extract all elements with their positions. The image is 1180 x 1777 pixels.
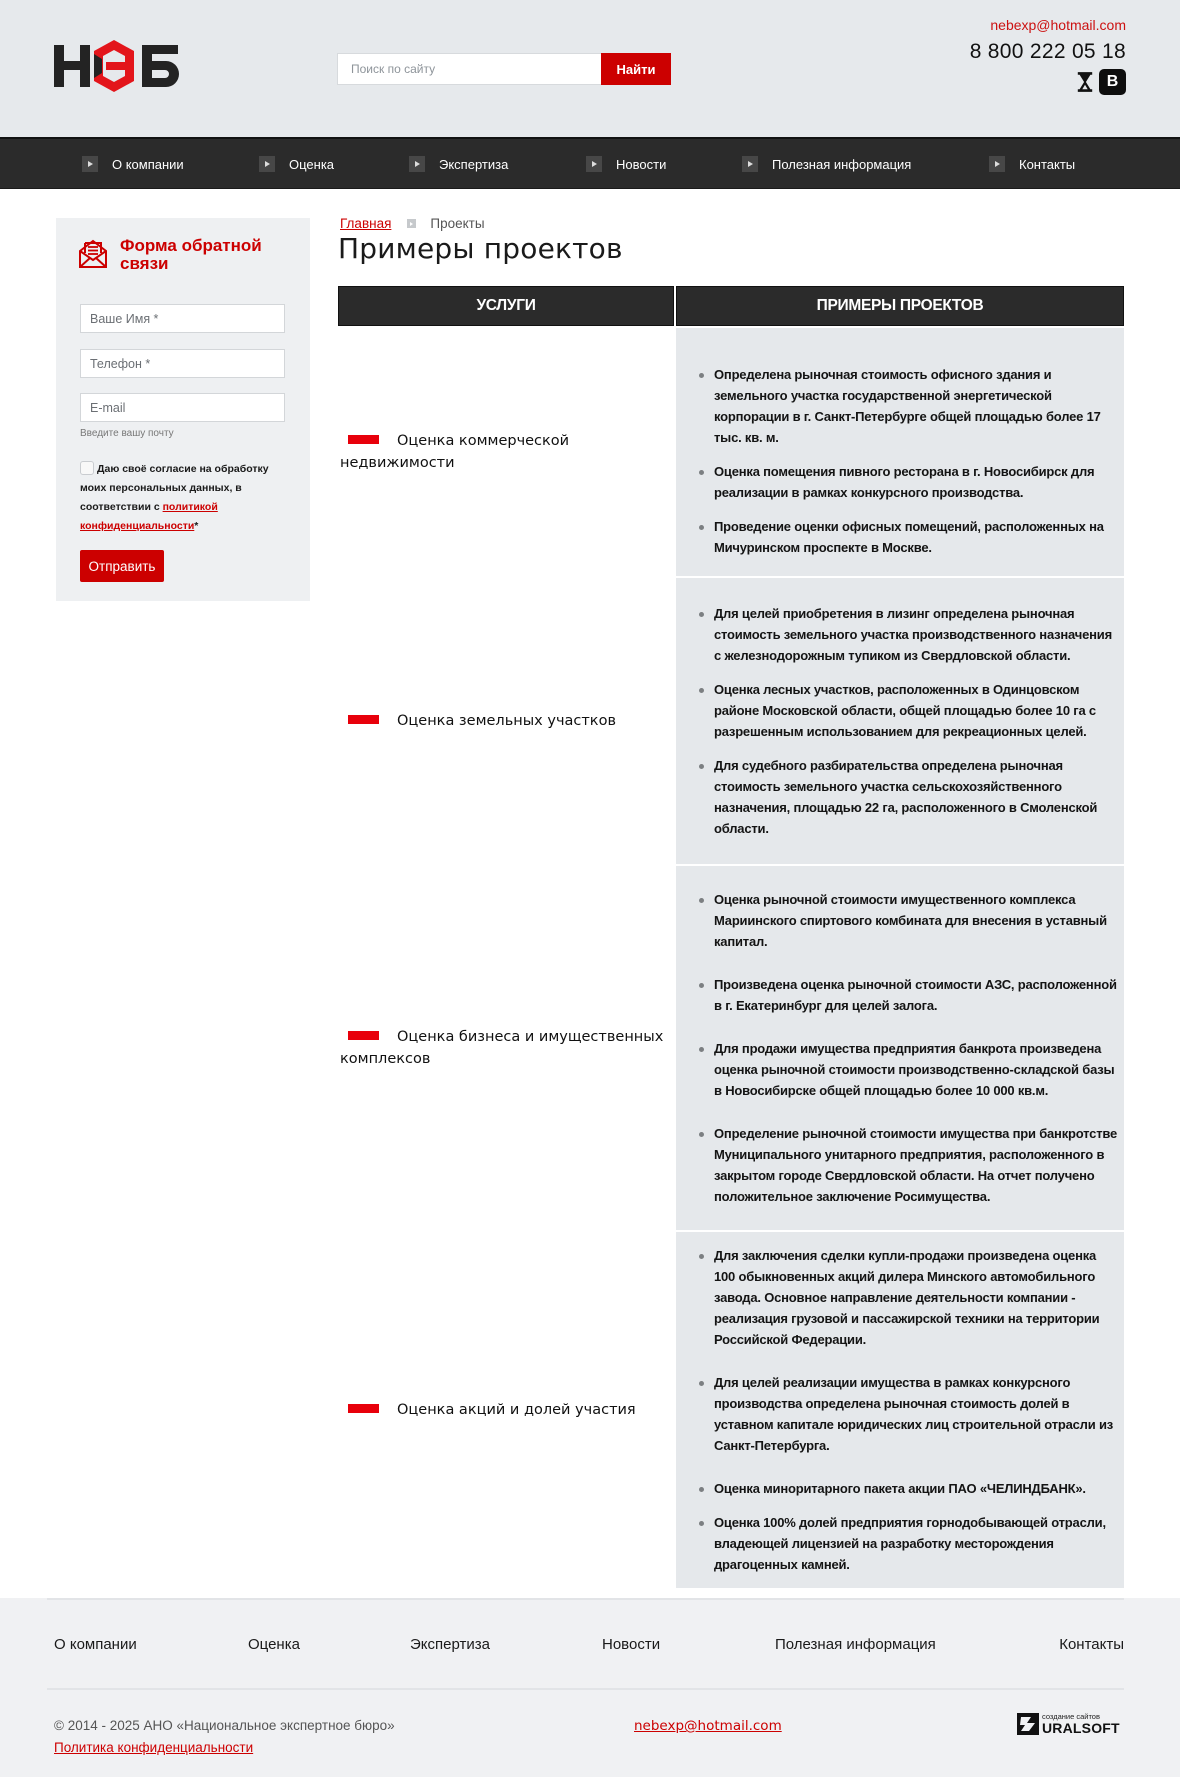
submit-button[interactable]: Отправить: [80, 550, 164, 582]
logo[interactable]: [54, 40, 182, 94]
nav-item-contacts[interactable]: [989, 139, 1075, 189]
vk-b-icon[interactable]: B: [1099, 69, 1126, 95]
project-item: Оценка 100% долей предприятия горнодобывающей отрасли, владеющей лицензией на разработку месторождения драгоценных камней.: [714, 1512, 1118, 1575]
consent-checkbox[interactable]: [80, 461, 94, 475]
footer-link-contacts[interactable]: Контакты: [1059, 1636, 1124, 1653]
header-email-link[interactable]: nebexp@hotmail.com: [990, 17, 1126, 33]
name-field[interactable]: [80, 304, 285, 333]
nav-item-valuation[interactable]: [259, 139, 334, 189]
project-item: Для заключения сделки купли-продажи произведена оценка 100 обыкновенных акций дилера Минского автомобильного завода. Основное направление деятельности компании - реализация грузовой и пассажирской техники на территории Российской Федерации.: [714, 1245, 1118, 1350]
footer-link-news[interactable]: Новости: [602, 1636, 661, 1653]
footer-link-useful-info[interactable]: Полезная информация: [775, 1636, 936, 1653]
project-item: Для целей реализации имущества в рамках конкурсного производства определена рыночная стоимость долей в уставном капитале юридических лиц строительной отрасли из Санкт-Петербурга.: [714, 1372, 1118, 1456]
nav-item-label: Полезная информация: [772, 156, 912, 172]
neb-logo-icon: [54, 40, 182, 94]
project-item: Для судебного разбирательства определена рыночная стоимость земельного участка сельскохозяйственного назначения, площадью 22 га, расположенного в Смоленской области.: [714, 755, 1118, 839]
projects-cell: [676, 578, 1124, 864]
table-header: [338, 286, 1124, 326]
project-item: Для целей приобретения в лизинг определена рыночная стоимость земельного участка производственного назначения с железнодорожным тупиком из Свердловской области.: [714, 603, 1118, 666]
nav-item-label: Экспертиза: [439, 156, 509, 172]
uralsoft-logo-icon: [1017, 1713, 1039, 1735]
table-row: [338, 578, 1124, 864]
red-bar-marker: [348, 435, 379, 444]
footer-divider: [47, 1688, 1124, 1690]
nav-item-expertise[interactable]: [409, 139, 508, 189]
red-bar-marker: [348, 1031, 379, 1040]
site-header: [0, 0, 1180, 137]
service-cell: [338, 578, 674, 864]
developer-credit-link[interactable]: [1017, 1713, 1120, 1735]
red-bar-marker: [348, 715, 379, 724]
required-mark: *: [194, 520, 199, 532]
arrow-right-icon: [82, 156, 98, 172]
arrow-right-icon: [409, 156, 425, 172]
feedback-form: [56, 218, 310, 601]
site-footer: [0, 1598, 1180, 1777]
nav-item-useful-info[interactable]: [742, 139, 911, 189]
footer-link-expertise[interactable]: Экспертиза: [410, 1636, 490, 1653]
footer-privacy-policy-link[interactable]: Политика конфиденциальности: [54, 1740, 254, 1755]
project-item: Определение рыночной стоимости имущества при банкротстве Муниципального унитарного предприятия, расположенного в закрытом городе Свердловской области. На отчет получено положительное заключение Росимущества.: [714, 1123, 1118, 1207]
search-button[interactable]: Найти: [601, 53, 671, 85]
project-item: Проведение оценки офисных помещений, расположенных на Мичуринском проспекте в Москве.: [714, 516, 1118, 558]
table-row: [338, 1232, 1124, 1588]
nav-item-label: Оценка: [289, 156, 335, 172]
service-cell: [338, 1232, 674, 1588]
table-row: [338, 866, 1124, 1230]
page-title: Примеры проектов: [338, 232, 623, 265]
feedback-form-title: Форма обратной связи: [120, 236, 262, 273]
table-row: [338, 328, 1124, 576]
email-field[interactable]: [80, 393, 285, 422]
phone-field[interactable]: [80, 349, 285, 378]
projects-table: [338, 286, 1124, 1588]
arrow-right-icon: [742, 156, 758, 172]
consent-checkbox-label: [80, 460, 290, 536]
project-item: Оценка лесных участков, расположенных в Одинцовском районе Московской области, общей площадью более 10 га с разрешенным использованием для рекреационных целей.: [714, 679, 1118, 742]
breadcrumb-home-link[interactable]: Главная: [340, 216, 392, 231]
projects-cell: [676, 866, 1124, 1230]
projects-cell: [676, 1232, 1124, 1588]
nav-item-label: Новости: [616, 156, 667, 172]
main-nav: [0, 137, 1180, 189]
red-bar-marker: [348, 1404, 379, 1413]
arrow-right-icon: [259, 156, 275, 172]
header-contacts: [970, 16, 1126, 95]
search-form: [337, 53, 671, 85]
service-name: Оценка акций и долей участия: [340, 1399, 636, 1421]
arrow-right-icon: [586, 156, 602, 172]
projects-cell: [676, 328, 1124, 576]
footer-link-valuation[interactable]: Оценка: [248, 1636, 300, 1653]
project-item: Оценка помещения пивного ресторана в г. Новосибирск для реализации в рамках конкурсного производства.: [714, 461, 1118, 503]
column-header-projects: ПРИМЕРЫ ПРОЕКТОВ: [676, 286, 1124, 326]
developer-credit-text: создание сайтов URALSOFT: [1042, 1712, 1120, 1736]
footer-link-about[interactable]: О компании: [54, 1636, 137, 1653]
copyright: © 2014 - 2025 АНО «Национальное экспертное бюро»: [54, 1718, 395, 1733]
header-phone: 8 800 222 05 18: [969, 40, 1126, 63]
email-hint: Введите вашу почту: [80, 428, 174, 439]
footer-email-link[interactable]: nebexp@hotmail.com: [634, 1718, 782, 1734]
hourglass-icon[interactable]: [1075, 69, 1095, 95]
service-cell: [338, 866, 674, 1230]
nav-item-label: О компании: [112, 156, 184, 172]
project-item: Для продажи имущества предприятия банкрота произведена оценка рыночной стоимости производственно-складской базы в Новосибирске общей площадью более 10 000 кв.м.: [714, 1038, 1118, 1101]
service-name: Оценка коммерческой недвижимости: [340, 433, 570, 471]
nav-item-label: Контакты: [1019, 156, 1076, 172]
project-item: Оценка миноритарного пакета акции ПАО «ЧЕЛИНДБАНК».: [714, 1478, 1118, 1499]
consent-text: Даю своё согласие на обработку моих персональных данных, в соответствии с: [80, 463, 269, 513]
privacy-policy-link[interactable]: политикой конфиденциальности: [80, 501, 218, 532]
feedback-form-header: [79, 237, 280, 273]
nav-item-about[interactable]: [82, 139, 184, 189]
footer-divider: [47, 1598, 1124, 1600]
arrow-right-icon: [989, 156, 1005, 172]
footer-nav: [54, 1636, 1124, 1666]
project-item: Оценка рыночной стоимости имущественного комплекса Мариинского спиртового комбината для внесения в уставный капитал.: [714, 889, 1118, 952]
envelope-letter-icon: [79, 239, 107, 269]
breadcrumb-current: Проекты: [430, 216, 485, 231]
service-name: Оценка земельных участков: [340, 710, 616, 732]
project-item: Произведена оценка рыночной стоимости АЗС, расположенной в г. Екатеринбург для целей залога.: [714, 974, 1118, 1016]
breadcrumb: [340, 216, 485, 231]
column-header-services: УСЛУГИ: [338, 286, 674, 326]
search-input[interactable]: [337, 53, 601, 85]
social-links: [970, 69, 1126, 95]
service-cell: [338, 328, 674, 576]
nav-item-news[interactable]: [586, 139, 666, 189]
breadcrumb-separator-icon: [407, 219, 416, 228]
service-name: Оценка бизнеса и имущественных комплексов: [340, 1029, 664, 1067]
project-item: Определена рыночная стоимость офисного здания и земельного участка государственной энергетической корпорации в г. Санкт-Петербурге общей площадью более 17 тыс. кв. м.: [714, 364, 1118, 448]
